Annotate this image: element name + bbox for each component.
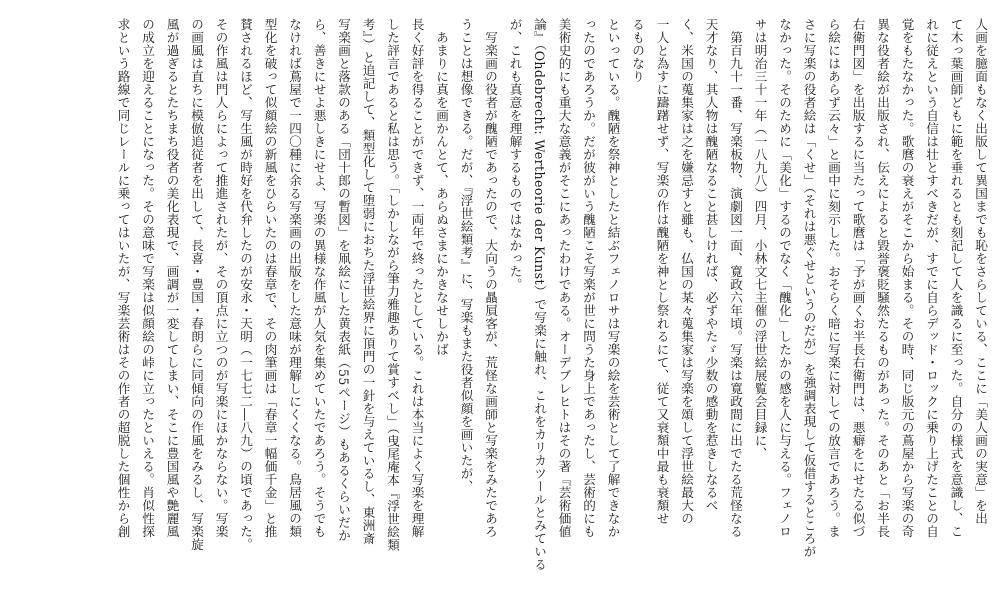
text-line: て木っ葉画師どもに範を垂れるとも刻記して人を識るに至った。自分の様式を意識し、こ: [948, 18, 964, 538]
text-line: ら絵にはあらず云々」と画中に刻示した。おそらく暗に写楽に対しての放言であろう。ま: [826, 18, 841, 538]
text-line: 型化を破って似顔絵の新風をひらいたのは春章で、その肉筆画は「春章一幅価千金」と推: [262, 18, 278, 538]
text-line: 写楽画の役者が醜陋であったので、大向うの贔屓客が、荒怪な画師と写楽をみたであろ: [483, 31, 498, 538]
text-line: 考』）と追記して、類型化して堕弱におちた浮世絵界に頂門の一針を与えているし、東洲斎: [360, 18, 376, 545]
text-line: 美術史的にも重大な意義がそこにあったわけである。オーデブレヒトはその著『芸術価値: [556, 18, 572, 538]
quote-line: あまりに真を画かんとて、あらぬさまにかきなせしかば: [434, 31, 449, 356]
text-line: した評言であると私は思う。「しかしながら筆力雅趣ありて賞すべし」（曳尾庵本『浮世絵類: [385, 18, 400, 552]
text-line: の画風は直ちに模倣追従者を出して、長喜・豊国・春朗らに同傾向の作風をみるし、写楽旋: [189, 18, 204, 551]
text-line: の成立を迎えることになった。その意味で写楽は似顔絵の峠に立ったといえる。肖似性探: [140, 18, 155, 538]
text-line: といっている。醜陋を祭神としたと結ぶフェノロサは写楽の絵を芸術として了解できなか: [605, 18, 621, 538]
text-line: れに従えという自信は壮とすべきだが、すでに自らデッド・ロックに乗り上げたことの自: [924, 18, 939, 538]
text-line: うことは想像できる。だが、『浮世絵類考』に、写楽もまた役者似顔を画いたが、: [458, 18, 474, 493]
text-line: なければ蔦屋で一四〇種に余る写楽画の出版をした意味が理解しにくくなる。鳥居風の類: [287, 18, 302, 538]
text-line: 風が過ぎるとたちまち役者の美化表現で、画調が一変してしまい、そこに豊国風や艶麗風: [164, 18, 180, 538]
text-line: が、これも真意を理解するものではなかった。: [507, 18, 523, 291]
text-line: 写楽画と落款のある「団十郎の暫図」を凧絵にした黄表紙（55ページ）もあるくらいだか: [336, 18, 351, 542]
text-line: サは明治三十一年（一八九八）四月、小林文七主催の浮世絵展覧会目録に、: [752, 18, 768, 460]
text-line: 覚をもたなかった。歌麿の衰えがそこから始まる。その時、同じ版元の蔦屋から写楽の奇: [899, 18, 915, 538]
text-line: 論』（Ohdebrecht: Wertheorie der Kunst）で写楽に触れ、これをカリカツールとみている: [532, 18, 547, 571]
text-line: 異な役者絵が出版され、伝えによると毀誉褒貶騒然たるものがあった。そのあと「お半長: [875, 18, 890, 538]
quote-line: 第百九十一番、写楽板物、演劇図一面、寛政六年頃。写楽は寛政間に出でたる荒怪なる: [728, 31, 743, 538]
quote-line: 一人と為すに躊躇せず、写楽の作は醜陋を神とし祭れるにて、従て又衰頽中最も衰頽せ: [654, 18, 670, 525]
vertical-text-body: [7, 18, 992, 588]
text-line: さに写楽の役者絵は「くせ」（それは悪ぐせというのだが）を強調表現して仮借するところが: [801, 18, 817, 558]
text-line: 長く好評を得ることができず、一両年で終ったとしている。これは本当によく写楽を理解: [409, 18, 425, 538]
text-line: 人画を臆面もなく出版して異国までも恥をさらしている、ここに「美人画の実意」を出: [973, 18, 988, 525]
quote-line: るものなり: [630, 18, 645, 83]
text-line: なかった。そのために「美化」するのでなく「醜化」したかの感を人に与える。フェノロ: [777, 18, 792, 538]
text-line: 賛されるほど、写生風が時好を代弁したのが安永・天明（一七七二―八九）の頃であった。: [238, 18, 253, 551]
text-line: その作風は門人らによって推進されたが、その頂点に立つのが写楽にほかならない。写楽: [213, 18, 229, 538]
text-line: ったのであろうか。だが彼がいう醜陋こそ写楽が世に問うた身上であったし、芸術的にも: [581, 18, 596, 538]
quote-line: 天才なり、其人物は醜陋なること甚しければ、必ずやたゞ少数の感動を惹きしなるべ: [703, 18, 719, 512]
text-line: 求という路線で同じレールに乗ってはいたが、写楽芸術はその作者の超脱した個性から創: [115, 18, 131, 538]
quote-line: く、米国の蒐集家は之を嫌忌すと雖も、仏国の某々蒐集家は写楽を頌して浮世絵最大の: [679, 18, 694, 525]
text-line: ら、善きにせよ悪しきにせよ、写楽の異様な作風が人気を集めていたであろう。そうでも: [311, 18, 327, 538]
text-line: 右衛門図」を出版するに当たって歌麿は「予が画くお半長右衛門は、悪癖をにせたる似づ: [850, 18, 866, 538]
